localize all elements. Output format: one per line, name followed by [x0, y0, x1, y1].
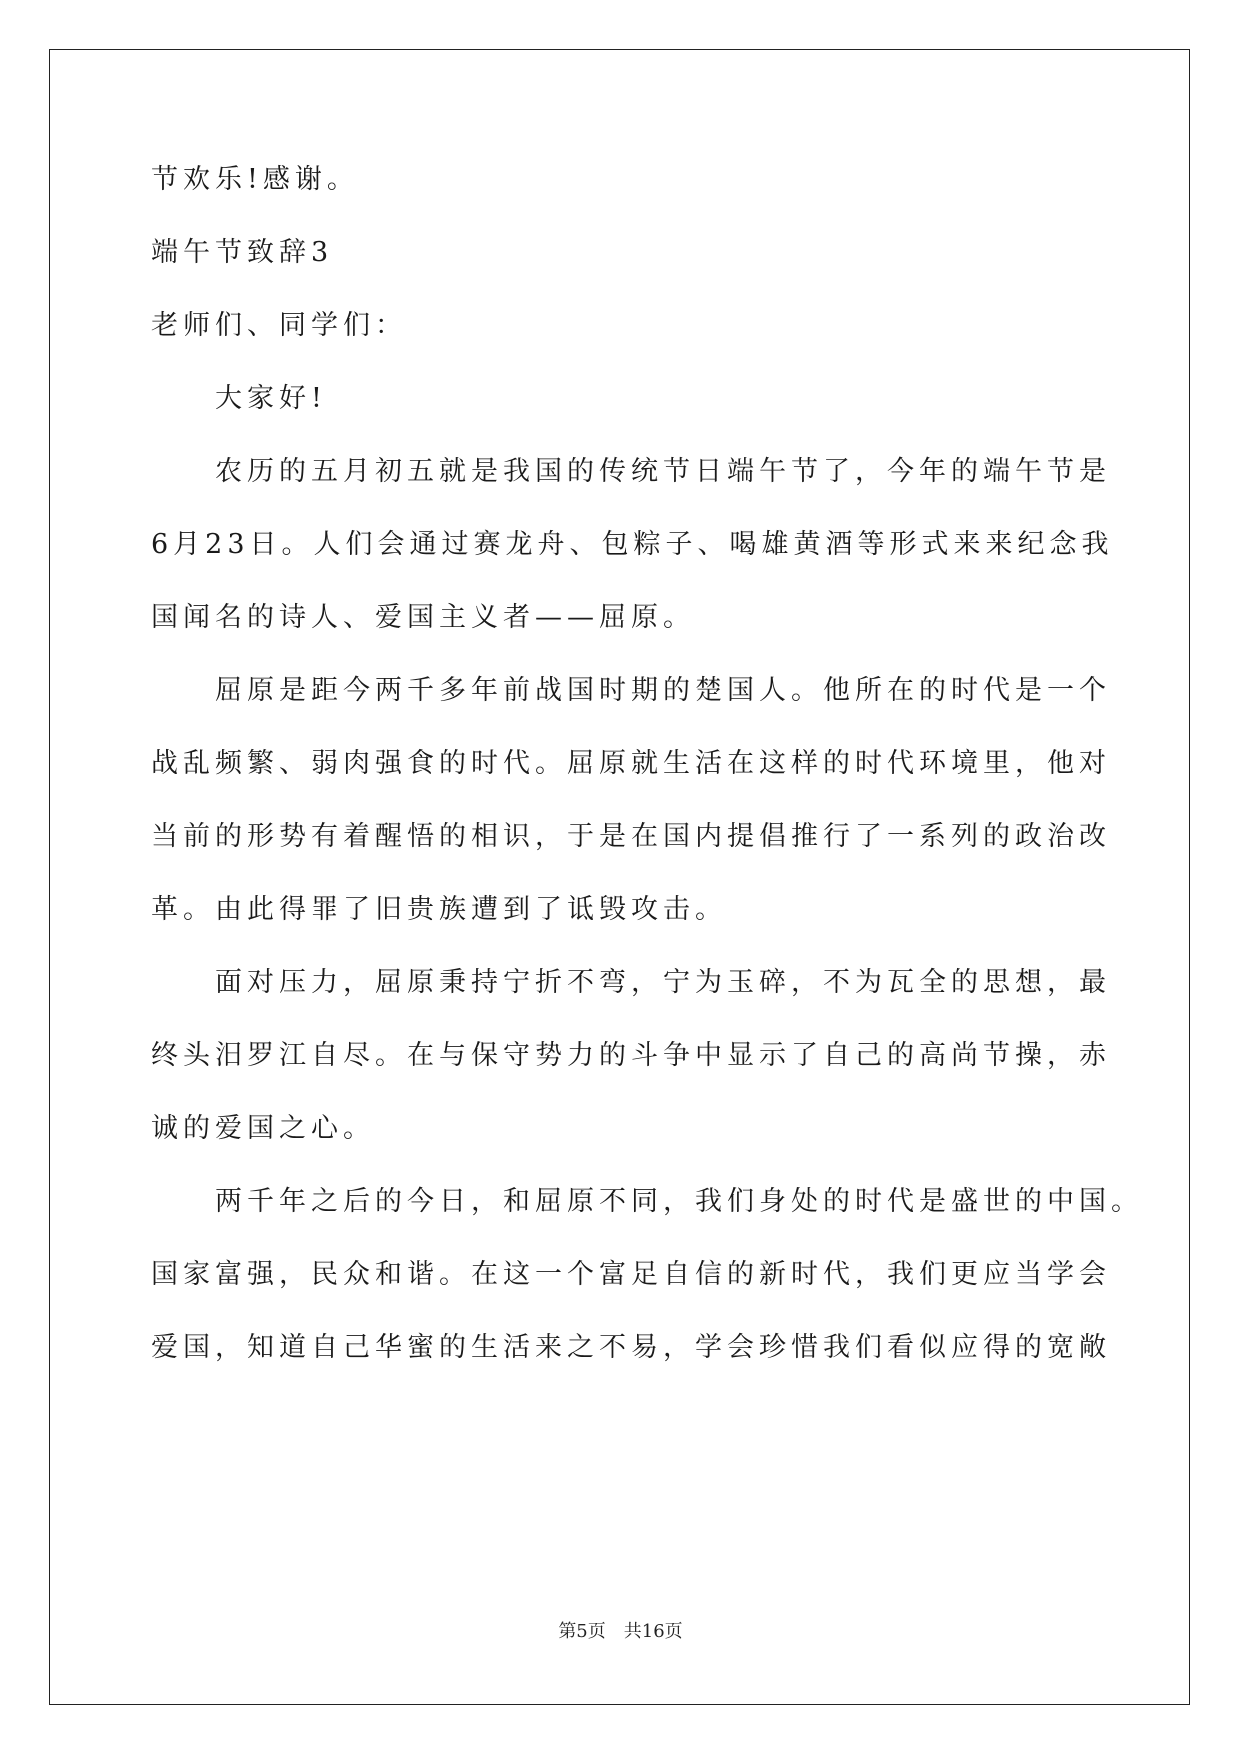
text-line: 屈原是距今两千多年前战国时期的楚国人。他所在的时代是一个	[215, 675, 1111, 706]
text-line: 革。由此得罪了旧贵族遭到了诋毁攻击。	[151, 894, 727, 925]
salutation: 老师们、同学们：	[151, 310, 407, 341]
page-total: 共16页	[623, 1621, 683, 1642]
text-line: 两千年之后的今日，和屈原不同，我们身处的时代是盛世的中国。	[215, 1186, 1143, 1217]
text-line: 节欢乐!感谢。	[151, 164, 359, 195]
text-line: 农历的五月初五就是我国的传统节日端午节了，今年的端午节是	[215, 456, 1111, 487]
document-body	[151, 160, 1143, 1401]
text-line: 终头汨罗江自尽。在与保守势力的斗争中显示了自己的高尚节操，赤	[151, 1040, 1111, 1071]
page-number: 第5页	[558, 1621, 606, 1642]
text-line: 6月23日。人们会通过赛龙舟、包粽子、喝雄黄酒等形式来来纪念我	[151, 529, 1114, 560]
text-line: 战乱频繁、弱肉强食的时代。屈原就生活在这样的时代环境里，他对	[151, 748, 1111, 779]
section-title: 端午节致辞3	[151, 237, 334, 268]
text-line: 当前的形势有着醒悟的相识，于是在国内提倡推行了一系列的政治改	[151, 821, 1111, 852]
greeting: 大家好!	[215, 383, 327, 414]
page-footer	[0, 1620, 1241, 1644]
text-line: 国闻名的诗人、爱国主义者——屈原。	[151, 602, 695, 633]
text-line: 面对压力，屈原秉持宁折不弯，宁为玉碎，不为瓦全的思想，最	[215, 967, 1111, 998]
text-line: 爱国，知道自己华蜜的生活来之不易，学会珍惜我们看似应得的宽敞	[151, 1332, 1111, 1363]
text-line: 国家富强，民众和谐。在这一个富足自信的新时代，我们更应当学会	[151, 1259, 1111, 1290]
text-line: 诚的爱国之心。	[151, 1113, 375, 1144]
